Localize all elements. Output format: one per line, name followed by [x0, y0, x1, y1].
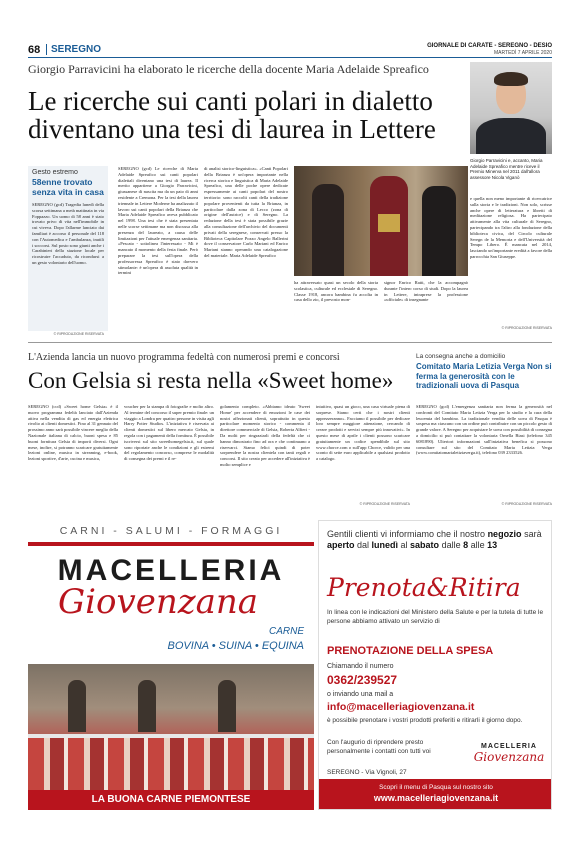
ad-right-mail-label: o inviando una mail a: [327, 691, 394, 698]
article1-kicker: Giorgio Parravicini ha elaborato le ricerche della docente Maria Adelaide Spreafico: [28, 62, 429, 76]
ad-left-brand: MACELLERIA: [57, 554, 285, 587]
ad-intro-bold: negozio: [487, 529, 522, 539]
ad-macelleria-right: [318, 520, 552, 810]
newspaper-name: GIORNALE DI CARATE - SEREGNO - DESIO: [427, 43, 552, 49]
award-person-right: [422, 186, 456, 276]
ad-intro-text: dal: [354, 540, 372, 550]
ad-intro-text: al: [398, 540, 411, 550]
shop-counter-photo: [28, 664, 314, 790]
article1-column-4: signor Enrico Ratti, che la accompagnò durante l'intero corso di studi. Dopo la laurea in Lettere, intraprese la professione «ufficiale» di insegnante: [384, 280, 468, 303]
ad-intro-bold: lunedì: [371, 540, 399, 550]
sidebox-news: [28, 166, 108, 336]
verga-kicker: La consegna anche a domicilio: [416, 353, 506, 360]
article1-copyright: © RIPRODUZIONE RISERVATA: [501, 326, 552, 330]
ad-left-red-rule: [28, 542, 314, 546]
ad-right-logo-name: MACELLERIA: [481, 743, 537, 750]
article2-column-4: intuitivo, quasi un gioco, una casa virtuale piena di sorprese. Siamo certi che i nostri clienti apprezzeranno». Facciamo il possibile per dedicare loro sempre maggiore attenzione, cercando di creare prodotti e servizi sempre più innovativi». In questo mese di aprile i clienti possono scaricare gratuitamente un codice spendibile sul sito www.chorce.com o sull'app Chorce, valido per una sconto di sette euro applicabile a qualsiasi prodotto a catalogo.: [316, 404, 410, 462]
ad-right-service-name: PRENOTAZIONE DELLA SPESA: [327, 645, 494, 657]
verga-body: SEREGNO (gcd) L'emergenza sanitaria non ferma la generosità nel confronti del Comitato Maria Letizia Verga per lo studio e la cura della leucemia del bambino. La tradizionale vendita delle uova di Pasqua è sospesa ma ciascuno con un ordine può contribuire con un piccolo gesto di grande valore. A Seregno per acquistare le uova con possibilità di consegna a domicilio si può contattare la volontaria Ornella Biasi (telefono 345 6081890). Ulteriori informazioni sull'iniziativa benefica si possono consultare sul sito del Comitato Maria Letizia Verga (www.comitatomarialetiziaverga.it), telefono 039 2333526.: [416, 404, 552, 456]
article1-column-2: di analisi storico-linguistica». «Canti Popolari della Brianza è un'opera importante nella ricerca storica e linguistica di Maria Adelaide Spreafico, una delle poche opere dedicate espressamente ai canti popolari del nostro territorio: sono raccolti canti della tradizione popolare provenienti da tutta la Brianza, in particolare dalla zona di Lecco (zona di origine dell'autrice) e di Seregno. La redazione della tesi è stata possibile grazie alla consultazione dell'archivio del documenti privati della seregnese, conservati presso la Biblioteca Capitolare Pozzo Angelo Ballerini dove il conservatore Carlo Mariani ed Enrico Mariani stanno operando una catalogazione del materiale. Maria Adelaide Spreafico: [204, 166, 288, 258]
article1-column-3: ha attraversato quasi un secolo della storia scolastica, culturale ed ecclesiale di Seregno. Classe 1918, ancora bambina fu accolta in casa dello zio, il prevosto mon-: [294, 280, 378, 303]
article2-headline: Con Gelsia si resta nella «Sweet home»: [28, 368, 394, 393]
article2-column-3: golamento completo. «Abbiamo ideato 'Sweet Home' per accendere di emozioni le case dei nostri affezionati clienti, soprattutto in questo particolare momento storico - commenta il direttore commerciale di Gelsia, Roberta Alfieri - Da molti per ringraziarli della fedeltà che ci hanno dimostrato fino ad ora e che continuano a riservarci. Siamo felici quindi di poter sorprendere la nostra clientela con tanti regali e concorsi. Il sito creato per accedere all'iniziativa è molto semplice e: [220, 404, 310, 467]
article2-column-2: voucher per la stampa di fotografie e molto altro. Al termine del concorso il super premio finale: un viaggio a Londra per quattro persone in visita agli Harry Potter Studios. L'iniziativa è riservata ai clienti domestici sul libero mercato Gelsia, in regola con i pagamenti della fornitura. È possibile iscriversi sul sito sweethomegelsia.it, sul quale sono riportate anche le condizioni e gli estremi del regolamento concorso, comprese le modalità di consegna dei premi e il re-: [124, 404, 214, 462]
article1-column-5: e quella non meno importante di ricercatrice sulla storia e le tradizioni. Non solo, scrisse anche opere di letteratura e libretti di meditazione religiosa. Ha partecipato attivamente alla vita culturale di Seregno, partecipando tra l'altro alla fondazione della biblioteca civica, del Circolo culturale Seregn de la Memoria e dell'Università del Tempo Libero. È mancata nel 2014, lasciando un'importante eredità a favore della parrocchia San Giuseppe.: [470, 196, 552, 259]
ad-intro-text: dalle: [439, 540, 464, 550]
portrait-suit: [476, 118, 546, 154]
verga-title: Comitato Maria Letizia Verga Non si ferma la generosità con le tradizionali uova di Pasqua: [416, 362, 552, 390]
section-name: SEREGNO: [46, 44, 101, 55]
ad-intro-text: Gentili clienti vi informiamo che il nostro: [327, 529, 488, 539]
ad-macelleria-left: [28, 520, 314, 810]
ad-intro-text: alle: [468, 540, 488, 550]
article2-kicker: L'Azienda lancia un nuovo programma fedeltà con numerosi premi e concorsi: [28, 352, 340, 363]
ad-right-text-1: In linea con le indicazioni del Ministero della Salute e per la tutela di tutte le persone abbiamo attivato un servizio di: [327, 609, 544, 625]
sidebox-body: SEREGNO (gcd) Tragedia lunedì della scorsa settimana a metà mattinata in via Foppazzo. Un uomo di 58 anni è stato trovato privo di vita nell'immobile in cui viveva. Dopo l'allarme lanciato dai familiari è accorso il personale del 118 con l'Automedica e l'ambulanza, inutili i soccorsi. Sul posto sono giunti anche i Carabinieri della stazione locale per ricostruire l'accaduto, da ricondursi a un gesto volontario dell'uomo.: [32, 202, 104, 265]
award-plaque: [378, 214, 400, 232]
ad-left-carne: CARNE: [268, 626, 304, 637]
ad-right-script-title: Prenota&Ritira: [327, 573, 521, 602]
ad-right-address: SEREGNO - Via Vignoli, 27: [327, 769, 407, 776]
ad-right-website: www.macelleriagiovenzana.it: [373, 793, 499, 803]
article1-headline: Le ricerche sui canti polari in dialetto diventano una tesi di laurea in Lettere: [28, 86, 436, 144]
ad-intro-bold: 13: [487, 540, 498, 550]
page-header: [28, 42, 552, 58]
ad-intro-bold: aperto: [327, 540, 355, 550]
sidebox-copyright: © RIPRODUZIONE RISERVATA: [53, 332, 104, 336]
ad-intro-text: sarà: [521, 529, 542, 539]
ad-intro-bold: 8: [463, 540, 469, 550]
portrait-hair: [494, 72, 528, 86]
article2-copyright: © RIPRODUZIONE RISERVATA: [359, 502, 410, 506]
issue-date: MARTEDÌ 7 APRILE 2020: [494, 50, 552, 56]
shop-person-2: [138, 680, 156, 732]
ad-left-top-line: CARNI - SALUMI - FORMAGGI: [28, 520, 314, 542]
ad-right-text-2: è possibile prenotare i vostri prodotti preferiti e ritirarli il giorno dopo.: [327, 717, 523, 724]
photo-caption: Giorgio Parravicini e, accanto, Maria Adelaide Spreafico mentre riceve il Premio Minerva nel 2011 dall'allora assessore Nicola Viganò: [470, 158, 543, 180]
ad-left-tagline: BOVINA • SUINA • EQUINA: [167, 640, 304, 652]
portrait-photo: [470, 62, 552, 154]
shop-person-3: [218, 680, 236, 732]
ad-intro-bold: sabato: [410, 540, 440, 550]
award-person-left: [312, 184, 344, 276]
ad-right-band-text: Scopri il menu di Pasqua sul nostro sito: [379, 784, 493, 791]
ad-left-band: LA BUONA CARNE PIEMONTESE: [28, 790, 314, 810]
section-divider: [28, 342, 552, 343]
article1-column-1: SEREGNO (gcd) Le ricerche di Maria Adelaide Spreafico sui canti popolari dialettali diventano una tesi di laurea. Il merito appartiene a Giorgio Parravicini, giussanese di nascita ma da un paio di anni residente a Cremona. Per la tesi della laurea triennale in Lettere Moderne ha analizzato il lavoro sui canti popolari della Brianza che Maria Adelaide Spreafico aveva pubblicato nel 1998. Una tesi che è stata presentata nelle scorse settimane ma non discussa alla presenza del laureato, a causa delle limitazioni per l'attuale emergenza sanitaria. «Pescato - sottolinea l'interessato - Mi è mancato il momento della festa finale. Però preparare la tesi sull'opera della professoressa Spreafico è stato davvero stimolante: è un'opera di assoluta qualità in termini: [118, 166, 198, 276]
sidebox-title: 58enne trovato senza vita in casa: [32, 177, 104, 197]
sidebox-kicker: Gesto estremo: [32, 169, 78, 176]
page-number: 68: [28, 44, 41, 56]
ad-right-intro: [327, 529, 547, 551]
verga-copyright: © RIPRODUZIONE RISERVATA: [501, 502, 552, 506]
ad-left-script-logo: Giovenzana: [58, 582, 259, 622]
ad-right-phone: 0362/239527: [327, 673, 398, 687]
ad-right-email: info@macelleriagiovenzana.it: [327, 701, 475, 713]
shop-person-1: [68, 680, 86, 732]
ad-right-text-3: Con l'augurio di riprendere presto personalmente i contatti con tutti voi: [327, 739, 431, 755]
ad-right-band: [319, 779, 552, 810]
article2-column-1: SEREGNO (ccd) «Sweet home Gelsia» è il nuovo programma fedeltà lanciato dall'Azienda attiva nella vendita di gas ed energia elettrica rivolto ai clienti domestici. Fino al 31 gennaio del prossimo anno sarà possibile vincere meglio della Nazionale italiana di calcio, buoni spesa e 85 buoni fornitura Gelsia di importi diversi. Ogni mese, inoltre, si potranno scaricare gratuitamente lezioni online, musica in streaming, e-book, lezioni sportive, d'arte, cucina e musica,: [28, 404, 118, 462]
ad-right-call-label: Chiamando il numero: [327, 663, 394, 670]
ad-right-logo-script: Giovenzana: [473, 750, 545, 764]
award-photo: [294, 166, 468, 276]
meat-display-case: [28, 738, 314, 790]
